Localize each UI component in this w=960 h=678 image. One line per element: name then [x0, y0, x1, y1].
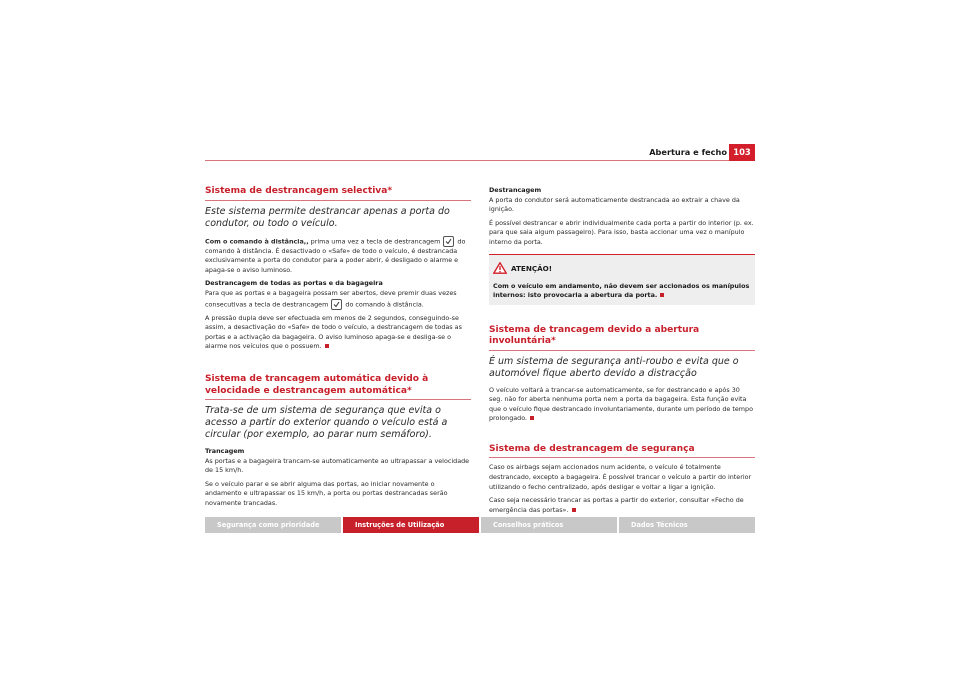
header-title: Abertura e fecho — [649, 147, 727, 157]
paragraph-remote-control — [205, 236, 471, 276]
section-intro-auto-lock: Trata-se de um sistema de segurança que evita o acesso a partir do exterior quando o veículo está a circular (por exemplo, ao parar num semáforo). — [205, 405, 448, 441]
left-column — [205, 186, 471, 513]
page-header — [205, 146, 755, 161]
spacer — [489, 313, 755, 325]
paragraph-text: do comando à distância. — [343, 300, 424, 309]
paragraph-text: A pressão dupla deve ser efectuada em menos de 2 segundos, conseguindo-se assim, a desactivação do «Safe» de todo o veículo, a destrancagem de todas as portas e a activação da bagageira. O aviso luminoso apaga-se e desliga-se o alarme nos veículos que o possuem. — [205, 313, 462, 351]
paragraph-text: Caso seja necessário trancar as portas a partir do exterior, consultar «Fecho de emergência das portas». — [489, 496, 744, 514]
paragraph-relocking: Se o veículo parar e se abrir alguma das portas, ao iniciar novamente o andamento e ultrapassar os 15 km/h, a porta ou portas destrancadas serão novamente trancadas. — [205, 479, 448, 507]
warning-title: ATENÇÃO! — [511, 263, 553, 273]
paragraph-all-doors — [205, 289, 471, 310]
paragraph-driver-door: A porta do condutor será automaticamente destrancada ao extrair a chave da ignição. — [489, 195, 740, 214]
subheading-locking: Trancagem — [205, 447, 245, 456]
paragraph-individual-doors: É possível destrancar e abrir individualmente cada porta a partir do interior (p. ex. para que saia algum passageiro). Para isso, basta accionar uma vez o manípulo interno da porta. — [489, 218, 754, 246]
page-number: 103 — [729, 144, 755, 161]
paragraph-relock-30s — [489, 386, 755, 424]
spacer — [205, 356, 471, 374]
subheading-unlocking: Destrancagem — [489, 186, 542, 194]
tab-instrucoes[interactable]: Instruções de Utilização — [343, 517, 479, 533]
section-end-icon — [325, 344, 329, 348]
section-title-involuntary-opening: Sistema de trancagem devido a abertura involuntária* — [489, 325, 755, 351]
paragraph-locking-speed: As portas e a bagageira trancam-se automaticamente ao ultrapassar a velocidade de 15 km/h. — [205, 456, 470, 475]
spacer — [489, 428, 755, 444]
section-intro-involuntary-opening: É um sistema de segurança anti-roubo e evita que o automóvel fique aberto devido a distracção — [489, 355, 739, 379]
tab-seguranca[interactable]: Segurança como prioridade — [205, 517, 341, 533]
section-intro-selective-unlock: Este sistema permite destrancar apenas a porta do condutor, ou todo o veículo. — [205, 205, 450, 229]
paragraph-emergency-lock — [489, 496, 755, 515]
warning-triangle-icon — [493, 259, 507, 278]
section-title-auto-lock: Sistema de trancagem automática devido à velocidade e destrancagem automática* — [205, 374, 471, 400]
right-column — [489, 186, 755, 519]
section-title-selective-unlock: Sistema de destrancagem selectiva* — [205, 186, 471, 201]
paragraph-text: Para que as portas e a bagageira possam ser abertos, deve premir duas vezes consecutivas a tecla de destrancagem — [205, 288, 457, 309]
paragraph-text: do comando à distância. É desactivado o «Safe» de todo o veículo, é destrancada exclusivamente a porta do condutor para a poder abrir, é desligado o alarme e apaga-se o aviso luminoso. — [205, 237, 466, 274]
section-end-icon — [660, 293, 664, 297]
tab-conselhos[interactable]: Conselhos práticos — [481, 517, 617, 533]
unlock-key-icon — [443, 236, 454, 247]
tab-dados-tecnicos[interactable]: Dados Técnicos — [619, 517, 755, 533]
footer-nav — [205, 517, 755, 533]
paragraph-text: O veículo voltará a trancar-se automaticamente, se for destrancado e após 30 seg. não for aberta nenhuma porta nem a porta da bagageira. Esta função evita que o veículo fique destrancado involuntariamente, durante um período de tempo prolongado. — [489, 385, 753, 423]
unlock-key-icon — [331, 299, 342, 310]
bold-lead-remote: Com o comando à distância,, — [205, 237, 309, 245]
warning-box — [489, 254, 755, 305]
paragraph-airbags: Caso os airbags sejam accionados num acidente, o veículo é totalmente destrancado, excepto a bagageira. É possível trancar o veículo a partir do interior utilizando o fecho centralizado, após desligar e voltar a ligar a ignição. — [489, 463, 752, 491]
paragraph-double-press — [205, 314, 471, 352]
warning-message: Com o veículo em andamento, não devem ser accionados os manípulos internos: isto provocaria a abertura da porta. — [493, 281, 750, 299]
paragraph-text: prima uma vez a tecla de destrancagem — [308, 237, 443, 245]
warning-header — [493, 259, 751, 278]
section-end-icon — [530, 416, 534, 420]
section-title-safety-unlock: Sistema de destrancagem de segurança — [489, 444, 755, 459]
warning-text — [493, 282, 751, 300]
subheading-all-doors: Destrancagem de todas as portas e da bagageira — [205, 279, 383, 288]
section-end-icon — [572, 508, 576, 512]
